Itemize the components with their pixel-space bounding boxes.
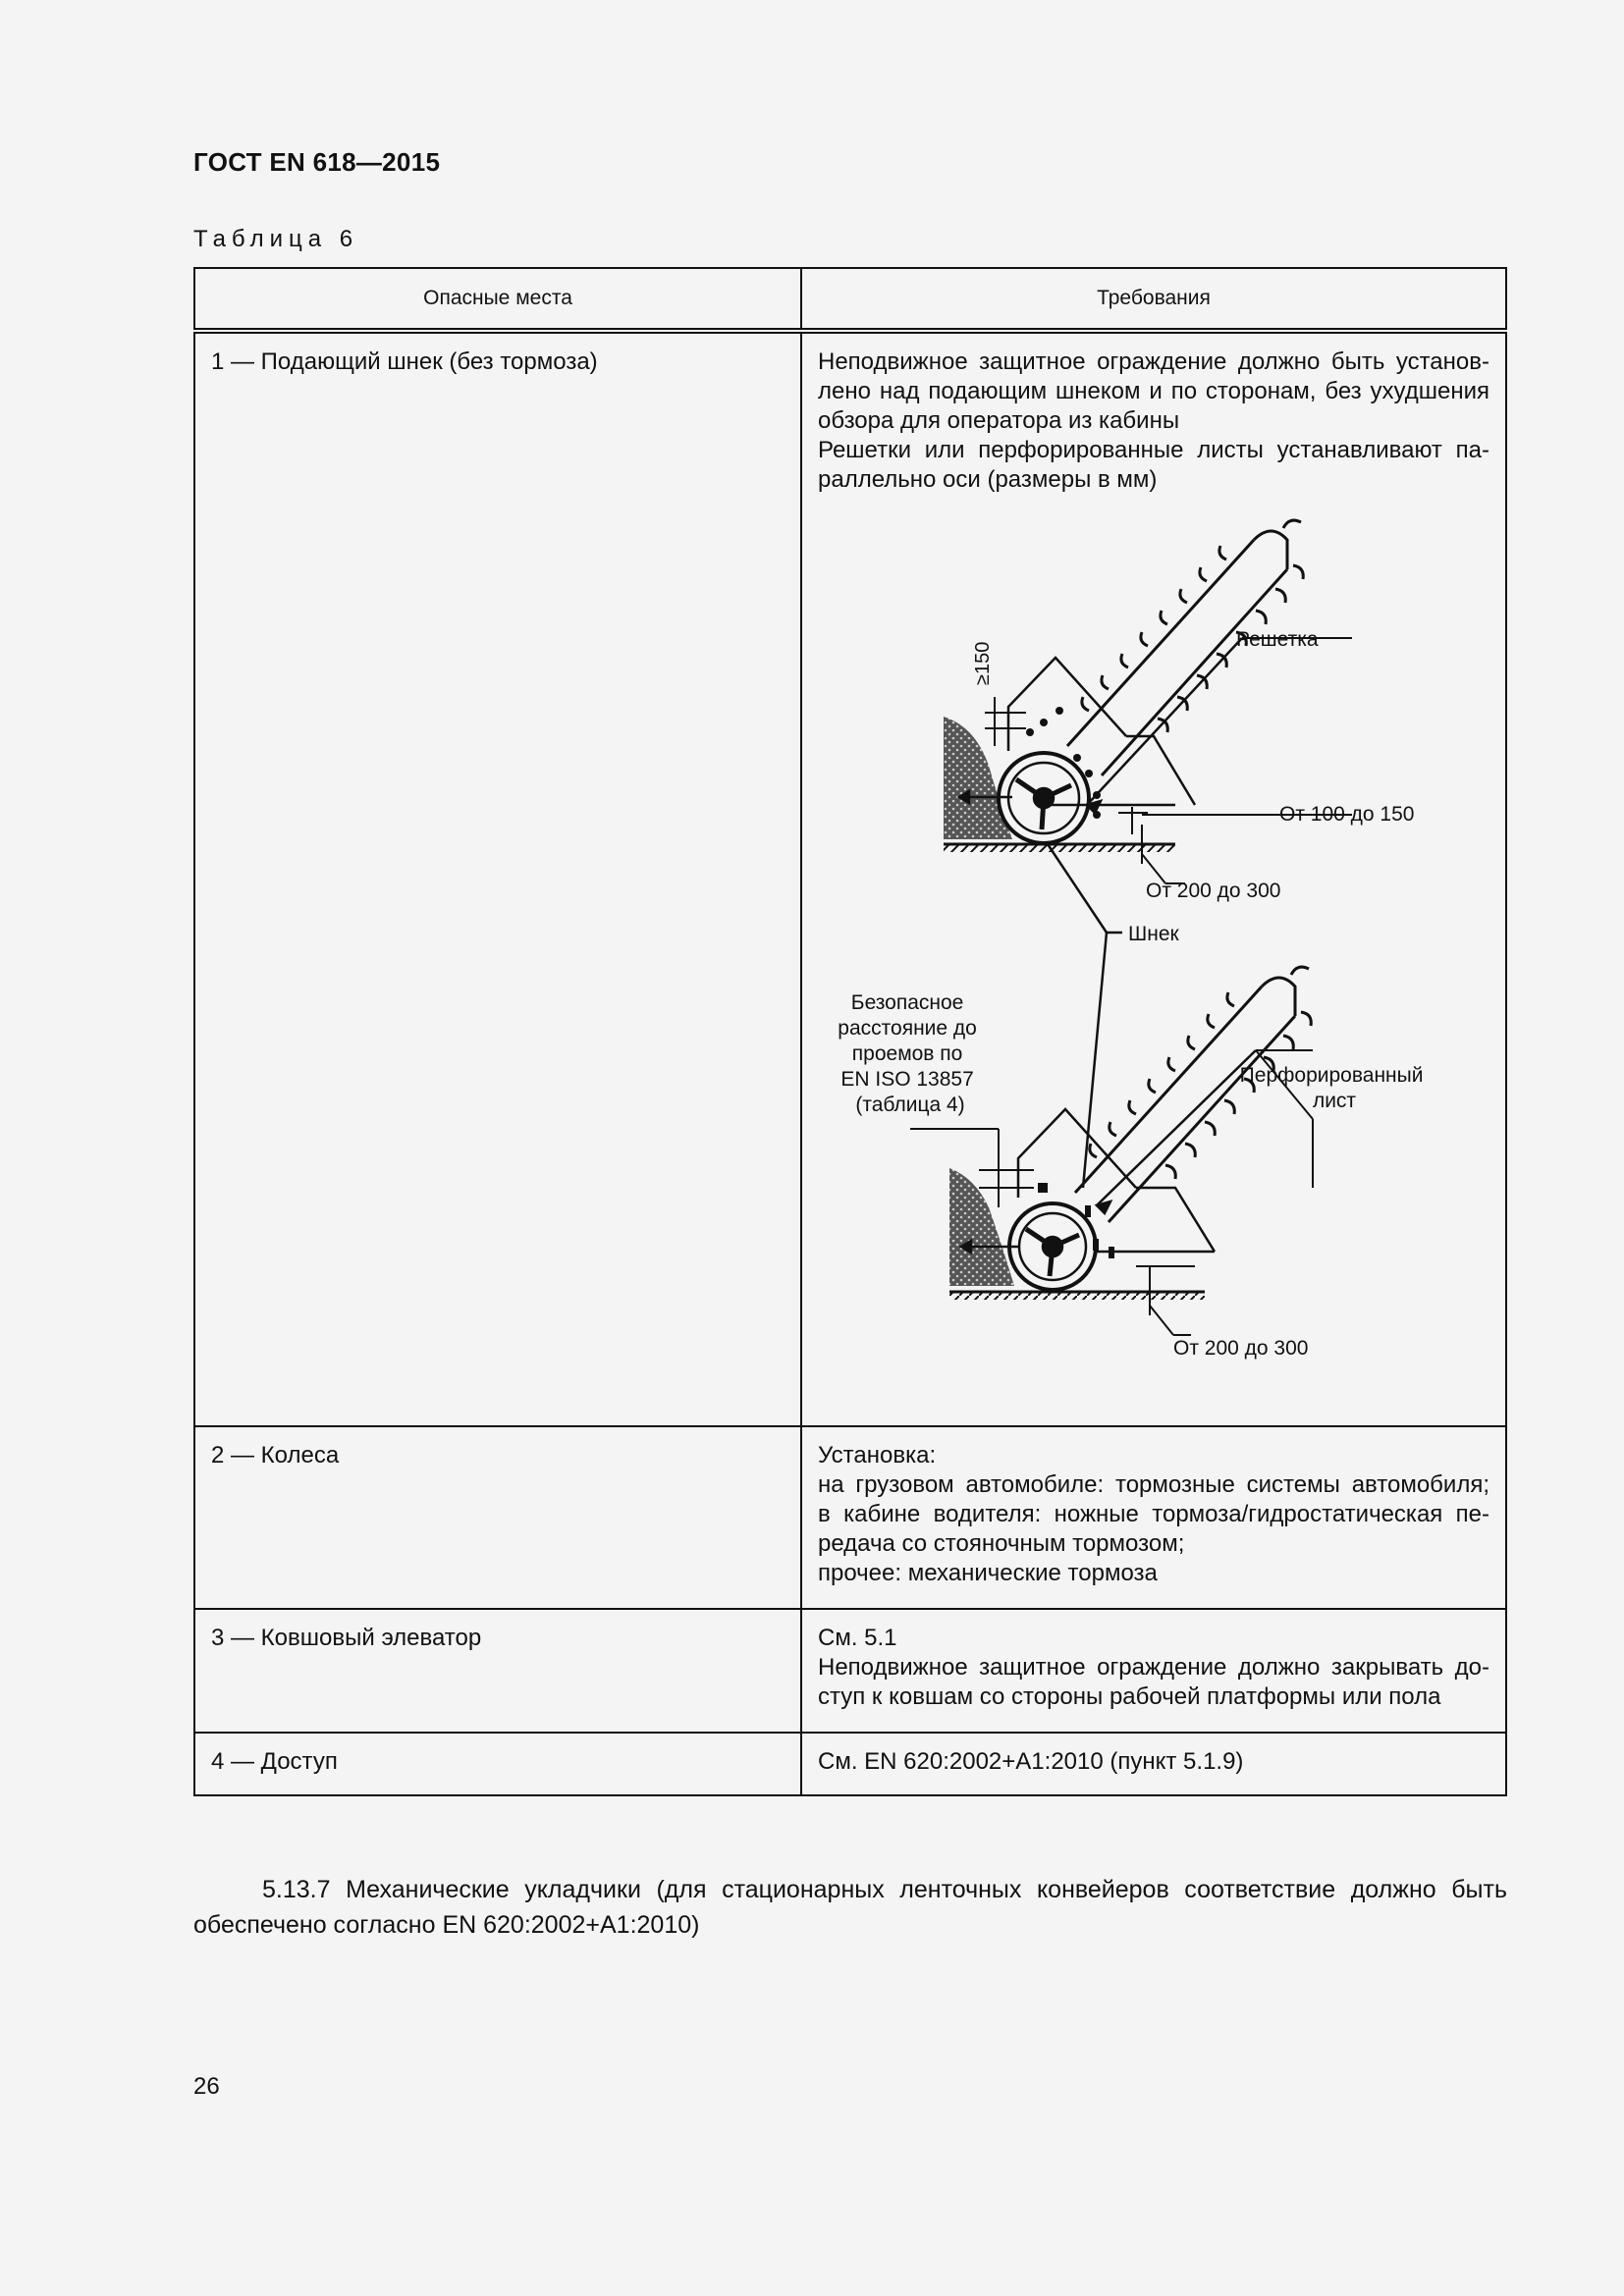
- row-4-requirements: [801, 1733, 1506, 1795]
- header-requirements: Требования: [801, 268, 1506, 331]
- req-line: Неподвижное защитное ограждение должно быть установ-: [818, 348, 1489, 375]
- req-line: Неподвижное защитное ограждение должно закрывать до-: [818, 1654, 1489, 1681]
- table-row: [194, 331, 1506, 1426]
- row-4-place: 4 — Доступ: [194, 1733, 801, 1795]
- row-1-place: 1 — Подающий шнек (без тормоза): [194, 331, 801, 1426]
- header-hazard-places: Опасные места: [194, 268, 801, 331]
- auger-label: Шнек: [1128, 923, 1179, 945]
- table-row: [194, 1733, 1506, 1795]
- range-200-300-bottom-label: От 200 до 300: [1173, 1337, 1309, 1360]
- req-line: См. 5.1: [818, 1625, 897, 1651]
- req-line: лено над подающим шнеком и по сторонам, без ухудшения: [818, 378, 1489, 404]
- row-2-requirements: [801, 1426, 1506, 1609]
- req-line: Решетки или перфорированные листы устанавливают па-: [818, 437, 1489, 463]
- table-row: [194, 1609, 1506, 1733]
- grid-label: Решетка: [1236, 628, 1319, 651]
- req-line: ступ к ковшам со стороны рабочей платформы или пола: [818, 1683, 1441, 1710]
- row-1-requirements: [801, 331, 1506, 1426]
- req-line: раллельно оси (размеры в мм): [818, 466, 1158, 493]
- section-paragraph: 5.13.7 Механические укладчики (для стационарных ленточных конвейеров соответствие должно быть обеспечено согласно EN 620:2002+A1:2010): [193, 1876, 1507, 1939]
- range-200-300-top-label: От 200 до 300: [1146, 880, 1281, 902]
- req-line: прочее: механические тормоза: [818, 1560, 1158, 1586]
- perforated-sheet-label: Перфорированный лист: [1239, 1064, 1424, 1112]
- table-caption: Таблица 6: [193, 226, 359, 252]
- range-100-150-label: От 100 до 150: [1279, 803, 1415, 826]
- req-line: См. EN 620:2002+A1:2010 (пункт 5.1.9): [818, 1748, 1244, 1775]
- auger-guard-figure: [802, 501, 1489, 1414]
- document-code: ГОСТ EN 618—2015: [193, 147, 441, 177]
- req-line: обзора для оператора из кабины: [818, 407, 1180, 434]
- row-3-place: 3 — Ковшовый элеватор: [194, 1609, 801, 1733]
- row-2-place: 2 — Колеса: [194, 1426, 801, 1609]
- hazard-table: [193, 267, 1507, 1796]
- table-row: [194, 1426, 1506, 1609]
- row-3-requirements: [801, 1609, 1506, 1733]
- req-line: в кабине водителя: ножные тормоза/гидростатическая пе-: [818, 1501, 1489, 1527]
- req-line: Установка:: [818, 1442, 937, 1468]
- safe-distance-label: Безопасное расстояние до проемов по EN ISO 13857 (таблица 4): [838, 991, 977, 1116]
- dim-150-label: ≥150: [972, 641, 994, 685]
- req-line: на грузовом автомобиле: тормозные системы автомобиля;: [818, 1471, 1489, 1498]
- req-line: редача со стояночным тормозом;: [818, 1530, 1185, 1557]
- page-number: 26: [193, 2073, 220, 2100]
- table-header-row: [194, 268, 1506, 331]
